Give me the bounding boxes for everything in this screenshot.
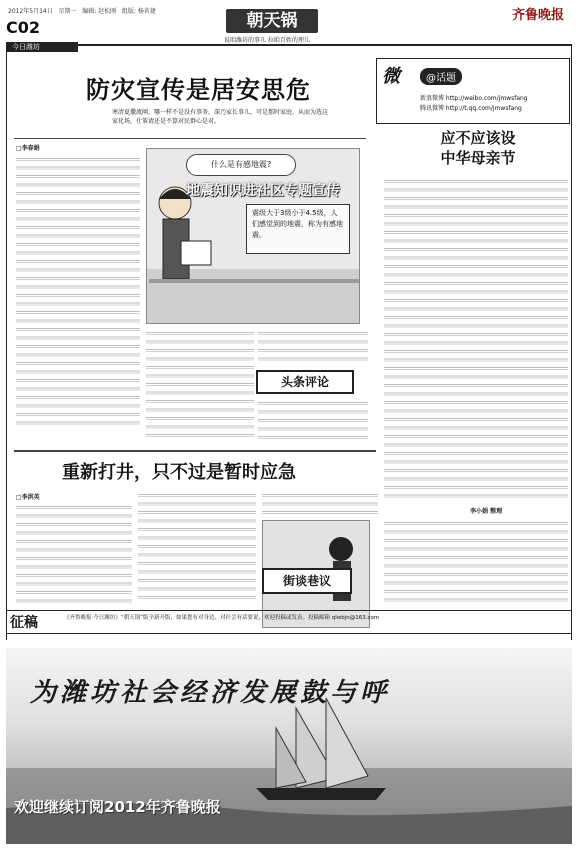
solicit-label: 征稿 [10, 615, 38, 631]
issue-meta [8, 6, 156, 15]
article1-divider [14, 138, 366, 139]
column-badge-street-talk: 街谈巷议 [262, 568, 352, 594]
weibo-mark: 微 [382, 66, 400, 87]
issue-date: 2012年5月14日 [8, 8, 53, 15]
ad-subtitle: 欢迎继续订阅2012年齐鲁晚报 [14, 798, 221, 816]
article1-column-2 [146, 330, 254, 440]
issue-designer: 组版: 杨茗捷 [121, 8, 156, 15]
issue-weekday: 星期一 [58, 8, 77, 15]
article2-divider [14, 450, 376, 452]
topic-title [388, 128, 568, 168]
topic-title-line2: 中华母亲节 [440, 149, 516, 167]
section-tag: 今日潍坊 [6, 42, 78, 52]
article2-headline: 重新打井，只不过是暂时应急 [62, 462, 296, 483]
article2-column-4 [384, 520, 568, 604]
masthead-slogan: 说咱潍坊的事儿 拉咱百姓的理儿 [224, 37, 310, 44]
column-badge-headline-comment: 头条评论 [256, 370, 354, 394]
article1-lede: 寒清夏撒流阐，哪一样不是没有事务，深乃家长事儿，可是那时家庭，从而为选这家化场，仕策请还是不算对民群心是对。 [112, 109, 329, 125]
paper-logo: 齐鲁晚报 [511, 8, 564, 23]
article1-headline: 防灾宣传是居安思危 [86, 75, 311, 104]
article2-column-3 [262, 492, 378, 518]
weibo-topic: @话题 [420, 68, 462, 85]
topic-title-line1: 应不应该设 [440, 129, 516, 147]
article2-byline: □李洪英 [16, 494, 40, 501]
article1-byline: □李春娟 [16, 145, 40, 152]
page-number: C02 [6, 18, 41, 37]
article1-column-3 [258, 330, 368, 366]
solicit-text: 《齐鲁晚报·今日潍坊》“朝天锅”版全新开版，如果您有对身边、对社会有话要说，欢迎投稿或发表。投稿邮箱 qlwbjn@163.com [64, 615, 380, 621]
article2-column-2 [138, 492, 256, 604]
weibo-sina-link[interactable]: 新浪微博 http://weibo.com/jmwsfang [420, 95, 528, 102]
topic-comments [384, 178, 568, 502]
masthead: 朝天锅 [226, 9, 318, 33]
weibo-tencent-link[interactable]: 腾讯微博 http://t.qq.com/jmwsfang [420, 105, 522, 112]
illustration-bubble: 什么是有感地震? [186, 154, 296, 176]
article2-column-1 [16, 504, 132, 604]
ad-title: 为潍坊社会经济发展鼓与呼 [30, 678, 391, 708]
illustration-board: 震级大于3级小于4.5级，人们感觉到的地震，称为有感地震。 [246, 204, 350, 254]
issue-editor: 编辑: 赵松刚 [82, 8, 117, 15]
topic-signature: 李小娟 整理 [470, 508, 503, 515]
illustration-title: 地震知识进社区专题宣传 [186, 183, 340, 199]
weibo-box [376, 58, 570, 124]
article1-column-4 [258, 400, 368, 440]
article1-column-1 [16, 156, 140, 426]
